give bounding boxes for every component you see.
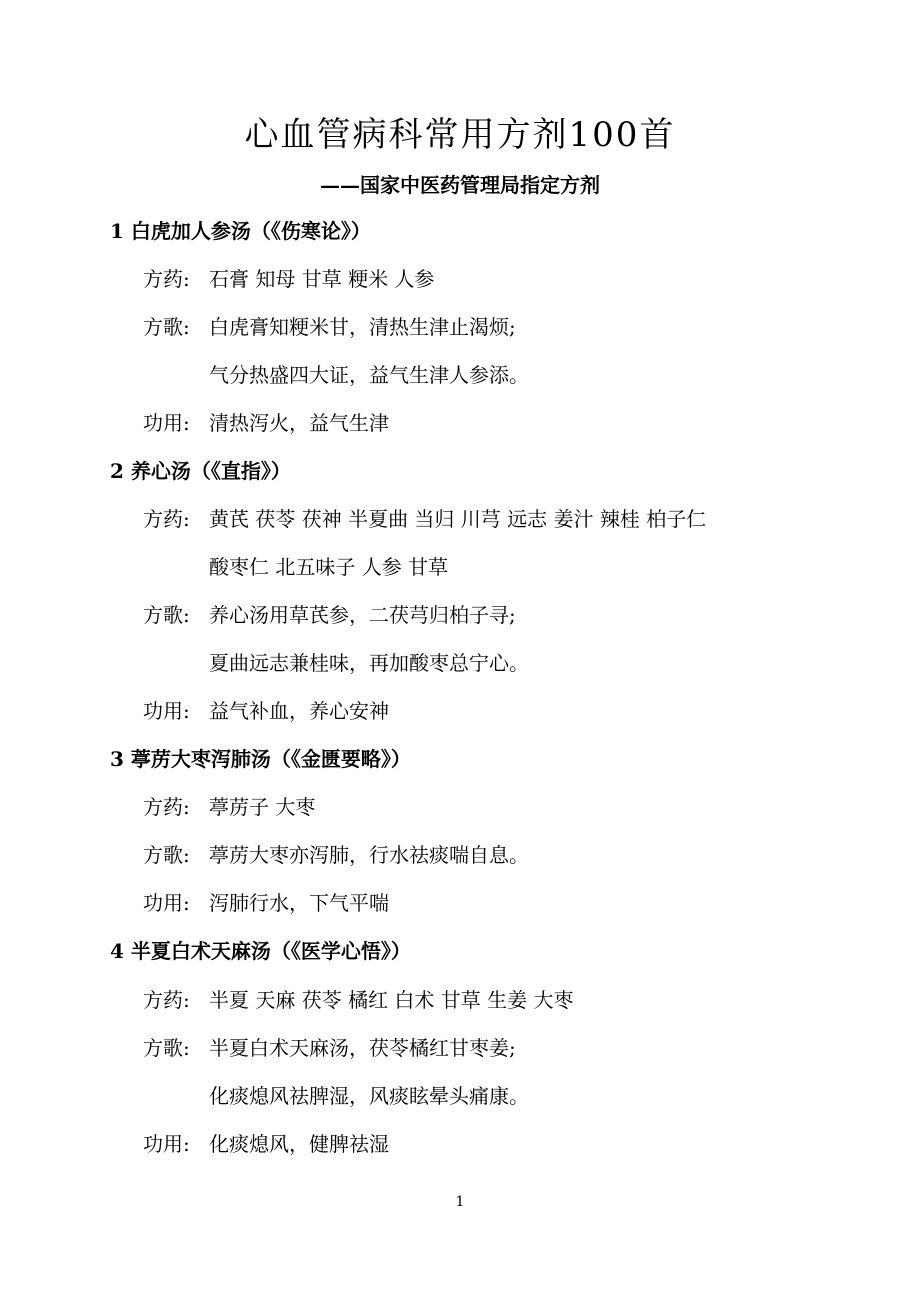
ingredients-text: 石膏 知母 甘草 粳米 人参: [209, 267, 435, 291]
verse-line: 半夏白术天麻汤，茯苓橘红甘枣姜;: [209, 1036, 516, 1060]
verse-line: 葶苈大枣亦泻肺，行水祛痰喘自息。: [209, 843, 529, 867]
verse-label: 方歌:: [143, 1036, 190, 1060]
function-text: 益气补血，养心安神: [209, 699, 389, 723]
formula-heading-2: 2 养心汤（《直指》）: [110, 459, 291, 483]
verse-line: 气分热盛四大证，益气生津人参添。: [209, 363, 529, 387]
function-text: 清热泻火，益气生津: [209, 411, 389, 435]
function-text: 化痰熄风，健脾祛湿: [209, 1132, 389, 1156]
formula-heading-4: 4 半夏白术天麻汤（《医学心悟》）: [110, 939, 411, 963]
ingredients-label: 方药:: [143, 988, 190, 1012]
verse-line: 养心汤用草芪参，二茯芎归柏子寻;: [209, 603, 516, 627]
ingredients-text: 葶苈子 大枣: [209, 795, 316, 819]
verse-label: 方歌:: [143, 843, 190, 867]
verse-line: 夏曲远志兼桂味，再加酸枣总宁心。: [209, 651, 529, 675]
ingredients-text: 酸枣仁 北五味子 人参 甘草: [209, 555, 449, 579]
function-label: 功用:: [143, 699, 190, 723]
function-text: 泻肺行水，下气平喘: [209, 891, 389, 915]
verse-line: 白虎膏知粳米甘，清热生津止渴烦;: [209, 315, 516, 339]
ingredients-label: 方药:: [143, 267, 190, 291]
function-label: 功用:: [143, 411, 190, 435]
document-title: 心血管病科常用方剂100首: [244, 115, 676, 155]
formula-heading-1: 1 白虎加人参汤（《伤寒论》）: [110, 219, 371, 243]
ingredients-label: 方药:: [143, 507, 190, 531]
page-number: 1: [455, 1194, 465, 1210]
ingredients-text: 半夏 天麻 茯苓 橘红 白术 甘草 生姜 大枣: [209, 988, 574, 1012]
ingredients-text: 黄芪 茯苓 茯神 半夏曲 当归 川芎 远志 姜汁 辣桂 柏子仁: [209, 507, 707, 531]
document-subtitle: ——国家中医药管理局指定方剂: [320, 173, 600, 197]
formula-heading-3: 3 葶苈大枣泻肺汤（《金匮要略》）: [110, 747, 411, 771]
ingredients-label: 方药:: [143, 795, 190, 819]
function-label: 功用:: [143, 1132, 190, 1156]
verse-label: 方歌:: [143, 603, 190, 627]
function-label: 功用:: [143, 891, 190, 915]
verse-line: 化痰熄风祛脾湿，风痰眩晕头痛康。: [209, 1084, 529, 1108]
verse-label: 方歌:: [143, 315, 190, 339]
